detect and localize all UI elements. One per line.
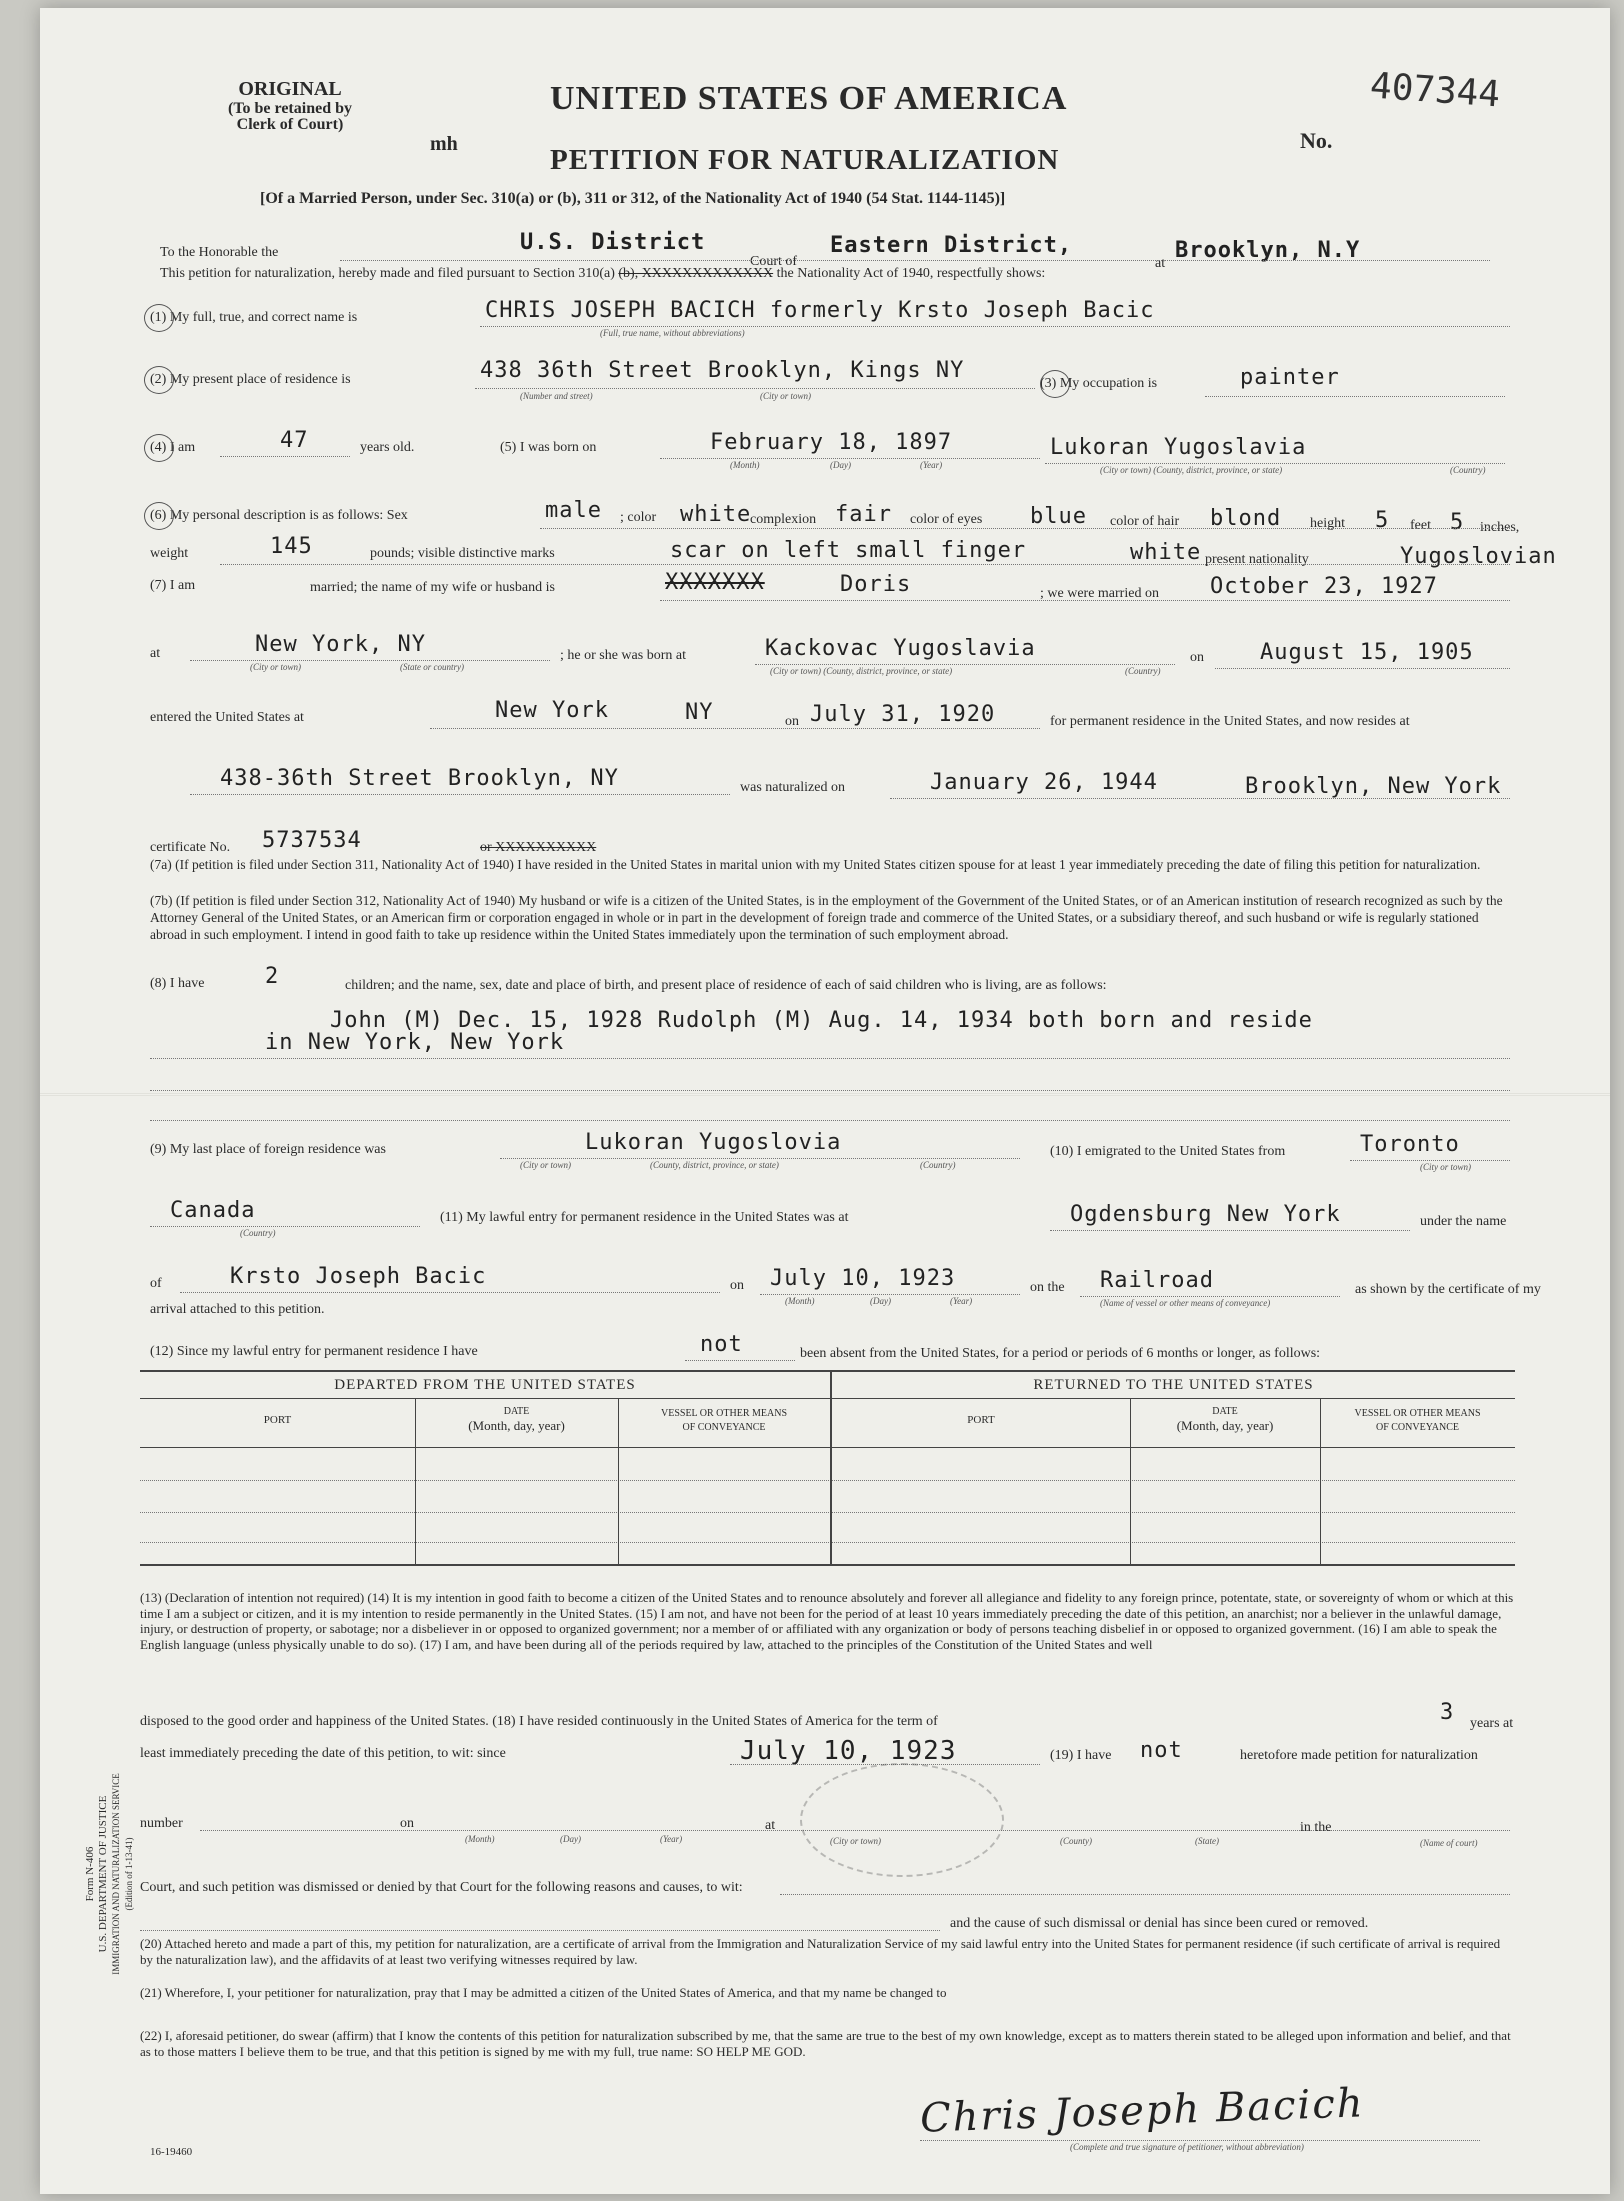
residence: 438 36th Street Brooklyn, Kings NY (480, 358, 965, 383)
q18-text-c: least immediately preceding the date of this petition, to wit: since (140, 1746, 506, 1761)
dep-port-header: PORT (263, 1414, 292, 1426)
spouse-name: Doris (840, 572, 912, 597)
bp-cap-country: (Country) (1450, 465, 1486, 475)
nationality-label: present nationality (1205, 552, 1309, 567)
q12-label: (12) Since my lawful entry for permanent residence I have (150, 1344, 478, 1359)
q11-on: on (730, 1278, 744, 1293)
q7a-text: (7a) (If petition is filed under Section 311, Nationality Act of 1940) I have resided in the United States in marital union with my United States citizen spouse for at least 1 year immediately preceding the date of filing this petition for naturalization. (150, 857, 1481, 872)
entry-cap-m: (Month) (785, 1296, 815, 1306)
last-foreign-residence: Lukoran Yugoslovia (585, 1130, 842, 1155)
q2-label: (2) My present place of residence is (150, 372, 351, 387)
q19-on: on (400, 1816, 414, 1831)
complexion: fair (835, 502, 892, 527)
absence-table (140, 1370, 1515, 1566)
departed-header: DEPARTED FROM THE UNITED STATES (334, 1377, 636, 1393)
entered-date: July 31, 1920 (810, 702, 996, 727)
sbp-line (755, 664, 1175, 665)
q19-at: at (765, 1818, 776, 1833)
feet-label: feet (1410, 518, 1431, 533)
court-city: Brooklyn, N.Y (1175, 238, 1361, 263)
married-label: married; the name of my wife or husband is (310, 580, 555, 595)
q19-in-the: in the (1300, 1820, 1332, 1835)
mh-initials: mh (430, 133, 458, 155)
q7-line (660, 600, 1510, 601)
district: Eastern District, (830, 233, 1073, 258)
dismissed-line (780, 1894, 1510, 1895)
birth-date: February 18, 1897 (710, 430, 953, 455)
marriage-date: October 23, 1927 (1210, 574, 1438, 599)
side-service: IMMIGRATION AND NATURALIZATION SERVICE (111, 1773, 121, 1975)
nationality: Yugoslovian (1400, 544, 1557, 569)
weight-label: weight (150, 546, 189, 561)
q6-line (540, 528, 1510, 529)
original-label: ORIGINAL (238, 78, 342, 100)
entry-name: Krsto Joseph Bacic (230, 1264, 487, 1289)
port-of-entry: Ogdensburg New York (1070, 1202, 1341, 1227)
country-line (150, 1226, 420, 1227)
children-count: 2 (265, 964, 280, 989)
court-dismissed: Court, and such petition was dismissed or denied by that Court for the following reasons and causes, to wit: (140, 1880, 743, 1895)
original-block (190, 78, 390, 133)
no-label: No. (1300, 128, 1333, 153)
sbp-cap-country: (Country) (1125, 666, 1161, 676)
emigrated-label: (10) I emigrated to the United States from (1050, 1144, 1286, 1159)
cured-line (140, 1930, 940, 1931)
q21-text: (21) Wherefore, I, your petitioner for naturalization, pray that I may be admitted a citizen of the United States of America, and that my name be changed to (140, 1985, 947, 2000)
emigrated-from: Toronto (1360, 1132, 1460, 1157)
table-rule (140, 1447, 1515, 1448)
ret-date-sub: (Month, day, year) (1176, 1418, 1274, 1433)
bp-line (1045, 463, 1505, 464)
occ-line (1205, 396, 1505, 397)
port-line (1050, 1230, 1410, 1231)
q9-cap2: (County, district, province, or state) (650, 1160, 779, 1170)
q7-at: at (150, 646, 161, 661)
circle-mark-q1 (144, 304, 174, 332)
q19-number: number (140, 1816, 183, 1831)
court-line (340, 260, 1490, 261)
vessel-line (1080, 1296, 1340, 1297)
intro-text (160, 266, 1045, 282)
circle-mark-q4 (144, 434, 174, 462)
petitioner-signature: Chris Joseph Bacich (919, 2080, 1366, 2142)
race: white (1130, 540, 1202, 565)
entry-date-line (760, 1294, 1020, 1295)
spouse-resides: 438-36th Street Brooklyn, NY (220, 766, 619, 791)
circle-mark-q3 (1040, 370, 1070, 398)
circle-mark-q6 (144, 502, 174, 530)
q8-rest: children; and the name, sex, date and place of birth, and present place of residence of each of said children who is living, are as follows: (345, 978, 1107, 993)
q1-line (480, 326, 1510, 327)
height-feet: 5 (1375, 508, 1390, 533)
entered-state: NY (685, 700, 714, 725)
court-name: U.S. District (520, 230, 706, 255)
q12-rest: been absent from the United States, for a period or periods of 6 months or longer, as follows: (800, 1346, 1321, 1361)
absent-line (685, 1360, 795, 1361)
entered-on: on (785, 714, 799, 729)
q9-cap4: (City or town) (1420, 1162, 1471, 1172)
sbp-cap: (City or town) (County, district, province, or state) (770, 666, 953, 676)
q19-cap-state: (State) (1195, 1836, 1219, 1846)
q7b-text: (7b) (If petition is filed under Section 312, Nationality Act of 1940) My husband or wife is a citizen of the United States, is in the employment of the Government of the United States, or of an American institution of research recognized as such by the Attorney General of the United States, or an American firm or corporation engaged in whole or in part in the development of foreign trade and commerce of the United States, or a subsidiary thereof, and such husband or wife is regularly stationed abroad in such employment. I intend in good faith to take up residence within the United States immediately upon the termination of such employment abroad. (150, 893, 1503, 942)
occupation: painter (1240, 365, 1340, 390)
birth-place: Lukoran Yugoslavia (1050, 435, 1307, 460)
married-on-label: ; we were married on (1040, 586, 1159, 601)
complexion-label: complexion (750, 512, 817, 527)
eyes: blue (1030, 504, 1087, 529)
spouse-born-label: ; he or she was born at (560, 648, 686, 663)
children-line2: in New York, New York (265, 1030, 565, 1055)
height-label: height (1310, 516, 1345, 531)
q6b-line (220, 564, 1510, 565)
side-edition: (Edition of 1-13-41) (124, 1837, 134, 1911)
struck-spouse: XXXXXXX (665, 570, 765, 595)
q9-cap1: (City or town) (520, 1160, 571, 1170)
eyes-label: color of eyes (910, 512, 983, 527)
side-form-number: Form N-406 (84, 1846, 96, 1902)
q11-of: of (150, 1276, 162, 1291)
table-rule (140, 1398, 1515, 1399)
q2-cap2: (City or town) (760, 391, 811, 401)
pounds-label: pounds; visible distinctive marks (370, 546, 555, 561)
entered-city: New York (495, 698, 609, 723)
table-col (830, 1372, 832, 1564)
q19-cap-d: (Day) (560, 1834, 581, 1844)
naturalized-date: January 26, 1944 (930, 770, 1158, 795)
residence-since: July 10, 1923 (740, 1736, 957, 1766)
prior-petition: not (1140, 1738, 1183, 1763)
height-inches: 5 (1450, 510, 1465, 535)
intro-end: the Nationality Act of 1940, respectfully shows: (776, 266, 1046, 281)
q2-line (475, 388, 1035, 389)
ret-port-header: PORT (967, 1414, 995, 1426)
petition-document (40, 8, 1610, 2194)
entry-cap-d: (Day) (870, 1296, 891, 1306)
absent-value: not (700, 1332, 743, 1357)
children-rule1 (150, 1058, 1510, 1059)
subtitle: [Of a Married Person, under Sec. 310(a) or (b), 311 or 312, of the Nationality Act of 1940 (54 Stat. 1144-1145)] (260, 190, 1006, 207)
q19-cap-city: (City or town) (830, 1836, 881, 1846)
cert-struck: or XXXXXXXXXX (480, 840, 597, 855)
marriage-place: New York, NY (255, 632, 426, 657)
children-rule3 (150, 1120, 1510, 1121)
age-line (220, 456, 350, 457)
q9-line (500, 1158, 1020, 1159)
paper-fold (40, 1093, 1610, 1096)
cert-number: 5737534 (262, 828, 362, 853)
spouse-birthplace: Kackovac Yugoslavia (765, 636, 1036, 661)
intro-main: This petition for naturalization, hereby made and filed pursuant to Section 310(a) (160, 266, 615, 281)
dob-cap-year: (Year) (920, 460, 943, 470)
q1-label: (1) My full, true, and correct name is (150, 310, 358, 325)
q9-label: (9) My last place of foreign residence was (150, 1142, 386, 1157)
petition-number: 407344 (1368, 65, 1502, 116)
bp-cap: (City or town) (County, district, province, or state) (1100, 465, 1283, 475)
dep-date-header: DATE (503, 1406, 530, 1417)
q8-label: (8) I have (150, 976, 205, 991)
ret-date-header: DATE (1212, 1406, 1238, 1417)
entered-label: entered the United States at (150, 710, 304, 725)
q6-label: (6) My personal description is as follows: Sex (150, 508, 408, 523)
entry-cap-y: (Year) (950, 1296, 973, 1306)
q18-text-a: disposed to the good order and happiness of the United States. (18) I have resided continuously in the United States of America for the term of (140, 1714, 938, 1729)
dob-cap-month: (Month) (730, 460, 760, 470)
q11-label: (11) My lawful entry for permanent residence in the United States was at (440, 1210, 849, 1225)
q19-cap-county: (County) (1060, 1836, 1092, 1846)
mp-line (190, 660, 550, 661)
full-name: CHRIS JOSEPH BACICH formerly Krsto Joseph Bacic (485, 298, 1155, 323)
returned-header: RETURNED TO THE UNITED STATES (1033, 1377, 1314, 1393)
table-row-line (140, 1512, 1515, 1513)
retained-label: (To be retained by (227, 100, 352, 117)
sdob-line (1215, 668, 1510, 669)
children-line1: John (M) Dec. 15, 1928 Rudolph (M) Aug. 14, 1934 both born and reside (330, 1008, 1313, 1033)
cured-text: and the cause of such dismissal or denial has since been cured or removed. (950, 1916, 1369, 1931)
entry-name-line (180, 1292, 720, 1293)
spouse-on: on (1190, 650, 1204, 665)
sex: male (545, 498, 602, 523)
perm-label: for permanent residence in the United States, and now resides at (1050, 714, 1410, 729)
intro-struck: (b), XXXXXXXXXXXXX (618, 266, 774, 281)
to-label: To the Honorable the (160, 245, 279, 260)
emigrated-country: Canada (170, 1198, 256, 1223)
dob-line (660, 458, 1040, 459)
hair-label: color of hair (1110, 514, 1180, 529)
hair: blond (1210, 506, 1282, 531)
color: white (680, 502, 752, 527)
q4-label: (4) I am (150, 440, 196, 455)
age: 47 (280, 428, 309, 453)
court-of: Court of (750, 254, 798, 269)
born-label: (5) I was born on (500, 440, 597, 455)
court-at: at (1155, 256, 1166, 271)
occupation-label: (3) My occupation is (1040, 376, 1158, 391)
residence-years: 3 (1440, 1700, 1455, 1725)
petition-title: PETITION FOR NATURALIZATION (550, 144, 1060, 176)
distinctive-marks: scar on left small finger (670, 538, 1027, 563)
shown-label: as shown by the certificate of my (1355, 1282, 1541, 1297)
arrival-label: arrival attached to this petition. (150, 1302, 325, 1317)
signature-line (920, 2140, 1480, 2141)
inches-label: inches, (1480, 520, 1520, 535)
q22-text: (22) I, aforesaid petitioner, do swear (affirm) that I know the contents of this petition for naturalization subscribed by me, that the same are true to the best of my own knowledge, except as to matters therein stated to be alleged upon information and belief, and that as to those matters I believe them to be true, and that this petition is signed by me with my full, true name: SO HELP ME GOD. (140, 2028, 1511, 2059)
dep-vessel-sub: OF CONVEYANCE (682, 1422, 766, 1433)
q19-label: (19) I have (1050, 1748, 1112, 1763)
country-title: UNITED STATES OF AMERICA (550, 80, 1068, 117)
dep-date-sub: (Month, day, year) (468, 1418, 565, 1433)
embossed-seal (800, 1763, 1004, 1877)
under-name: under the name (1420, 1214, 1507, 1229)
emig-line (1350, 1160, 1510, 1161)
color-label: ; color (620, 510, 657, 525)
naturalized-label: was naturalized on (740, 780, 845, 795)
side-department: U.S. DEPARTMENT OF JUSTICE (97, 1795, 109, 1953)
signature-caption: (Complete and true signature of petitioner, without abbreviation) (1070, 2142, 1304, 2152)
table-row-line (140, 1542, 1515, 1543)
q20-text: (20) Attached hereto and made a part of this, my petition for naturalization, are a certificate of arrival from the Immigration and Naturalization Service of my said lawful entry into the United States for permanent residence (if such certificate of arrival is required by the naturalization law), and the affidavits of at least two verifying witnesses required by law. (140, 1936, 1501, 1967)
dob-cap-day: (Day) (830, 460, 851, 470)
resides-line (190, 794, 730, 795)
clerk-label: Clerk of Court) (236, 116, 344, 133)
circle-mark-q2 (144, 366, 174, 394)
country-cap: (Country) (240, 1228, 276, 1238)
q19-cap-y: (Year) (660, 1834, 683, 1844)
nat-line (890, 798, 1510, 799)
years-old: years old. (360, 440, 415, 455)
entered-line (430, 728, 1040, 729)
entry-date: July 10, 1923 (770, 1266, 956, 1291)
q9-cap3: (Country) (920, 1160, 956, 1170)
naturalized-place: Brooklyn, New York (1245, 774, 1502, 799)
q7-label: (7) I am (150, 578, 196, 593)
mp-cap-state: (State or country) (400, 662, 464, 672)
q19-cap-court: (Name of court) (1420, 1838, 1478, 1848)
cert-label: certificate No. (150, 840, 231, 855)
q2-cap1: (Number and street) (520, 391, 593, 401)
dep-vessel-header: VESSEL OR OTHER MEANS (660, 1408, 788, 1419)
q13-17-text: (13) (Declaration of intention not required) (14) It is my intention in good faith to become a citizen of the United States and to renounce absolutely and forever all allegiance and fidelity to any foreign prince, potentate, state, or sovereignty of whom or which at this time I am a subject or citizen, and it is my intention to reside permanently in the United States. (15) I am not, and have not been for the period of at least 10 years immediately preceding the date of this petition, an anarchist; nor a believer in the unlawful damage, injury, or destruction of property, or sabotage; nor a disbeliever in or opposed to organized government; nor a member of or affiliated with any organization or body of persons teaching disbelief in or opposed to organized government. (16) I am able to speak the English language (unless physically unable to do so). (17) I am, and have been during all of the periods required by law, attached to the principles of the Constitution of the United States and well (140, 1590, 1514, 1652)
q19-cap-m: (Month) (465, 1834, 495, 1844)
ret-vessel-sub: OF CONVEYANCE (1375, 1422, 1460, 1433)
q1-caption: (Full, true name, without abbreviations) (600, 328, 745, 338)
mp-cap-city: (City or town) (250, 662, 301, 672)
q18-years-at: years at (1470, 1716, 1514, 1731)
vessel: Railroad (1100, 1268, 1214, 1293)
children-rule2 (150, 1090, 1510, 1091)
table-row-line (140, 1480, 1515, 1481)
vessel-cap: (Name of vessel or other means of conveyance) (1100, 1298, 1271, 1308)
q19-rest: heretofore made petition for naturalization (1240, 1748, 1478, 1763)
ret-vessel-header: VESSEL OR OTHER MEANS (1354, 1408, 1481, 1419)
weight: 145 (270, 534, 313, 559)
spouse-dob: August 15, 1905 (1260, 640, 1474, 665)
side-form-info (84, 1744, 136, 2004)
form-code: 16-19460 (150, 2146, 193, 2158)
q11-on-the: on the (1030, 1280, 1065, 1295)
